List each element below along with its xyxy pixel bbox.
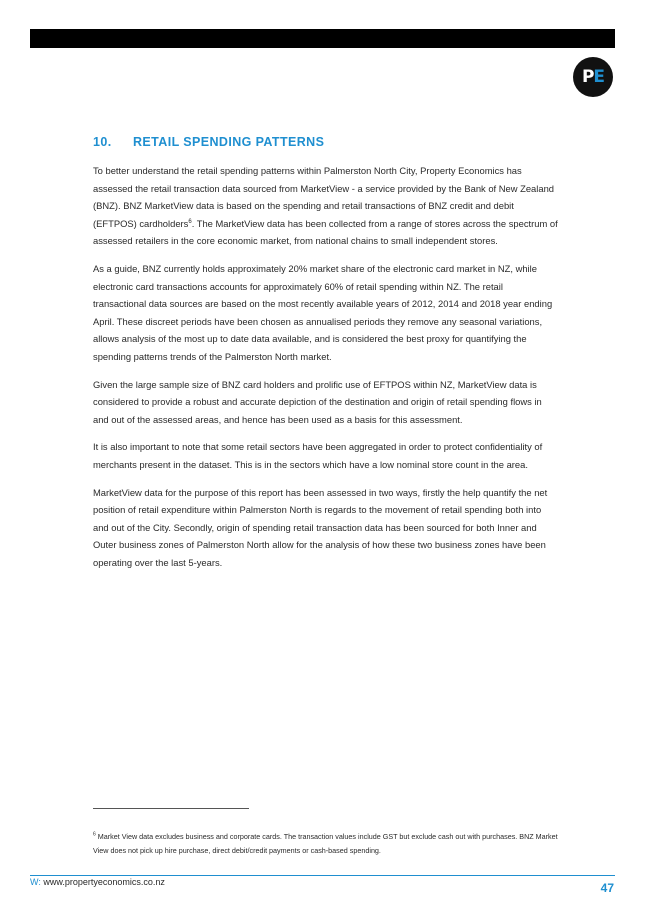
paragraph-5: MarketView data for the purpose of this report has been assessed in two ways, firstly the help quantify the net position of retail expenditure within Palmerston North is regards to the movement of retail spending both into and out of the City. Secondly, origin of spending retail transaction data has been sourced for both Inner and Outer business zones of Palmerston North allow for the analysis of how these two business zones have been operating over the last 5-years. xyxy=(93,486,548,568)
footnote-text: Market View data excludes business and corporate cards. The transaction values include GST but exclude cash out with purchases. BNZ Market View does not pick up hire purchase, direct debit/credit payments or cash-based spending. xyxy=(93,832,558,855)
logo-letter-e: E xyxy=(593,67,605,87)
property-economics-logo xyxy=(573,57,613,97)
footnote-divider xyxy=(93,808,249,809)
footer-website xyxy=(30,877,165,887)
paragraph-2: As a guide, BNZ currently holds approximately 20% market share of the electronic card market in NZ, while electronic card transactions accounts for approximately 60% of retail spending within NZ. The retail transactional data sources are based on the most recently available years of 2012, 2014 and 2018 year ending April. These discreet periods have been chosen as annualised periods they remove any seasonal variations, allows analysis of the most up to date data available, and is considered the best proxy for quantifying the spending patterns trends of the Palmerston North market. xyxy=(93,262,553,362)
footnote-marker: 6 xyxy=(93,831,96,838)
paragraph-4: It is also important to note that some retail sectors have been aggregated in order to protect confidentiality of merchants present in the dataset. This is in the sectors which have a low nominal store count in the area. xyxy=(93,441,543,470)
logo-letter-p: P xyxy=(581,67,594,87)
paragraph-1 xyxy=(93,162,558,250)
footer-website-link[interactable]: www.propertyeconomics.co.nz xyxy=(40,877,165,887)
footer-prefix: W: xyxy=(30,877,41,887)
header-bar xyxy=(30,29,615,48)
page-number: 47 xyxy=(600,881,614,895)
footer-divider xyxy=(30,875,615,876)
footnote xyxy=(93,830,558,858)
section-title: RETAIL SPENDING PATTERNS xyxy=(133,135,325,149)
section-number: 10. xyxy=(93,135,112,149)
paragraph-3: Given the large sample size of BNZ card holders and prolific use of EFTPOS within NZ, MarketView data is considered to provide a robust and accurate depiction of the destination and origin of retail spending flows in and out of the assessed areas, and hence has been used as a basis for this assessment. xyxy=(93,378,542,425)
section-heading xyxy=(93,135,324,149)
paragraph-1-text: To better understand the retail spending patterns within Palmerston North City, Property Economics has assessed the retail transaction data sourced from MarketView - a service provided by the Bank of New Zealand (BNZ). BNZ MarketView data is based on the spending and retail transactions of BNZ credit and debit (EFTPOS) cardholders xyxy=(93,165,554,229)
footnote-ref[interactable]: 6 xyxy=(188,218,192,225)
paragraph-1-tail: . The MarketView data has been collected from a range of stores across the spectrum of assessed retailers in the core economic market, from national chains to small independent stores. xyxy=(93,217,558,247)
body-text xyxy=(93,162,558,581)
